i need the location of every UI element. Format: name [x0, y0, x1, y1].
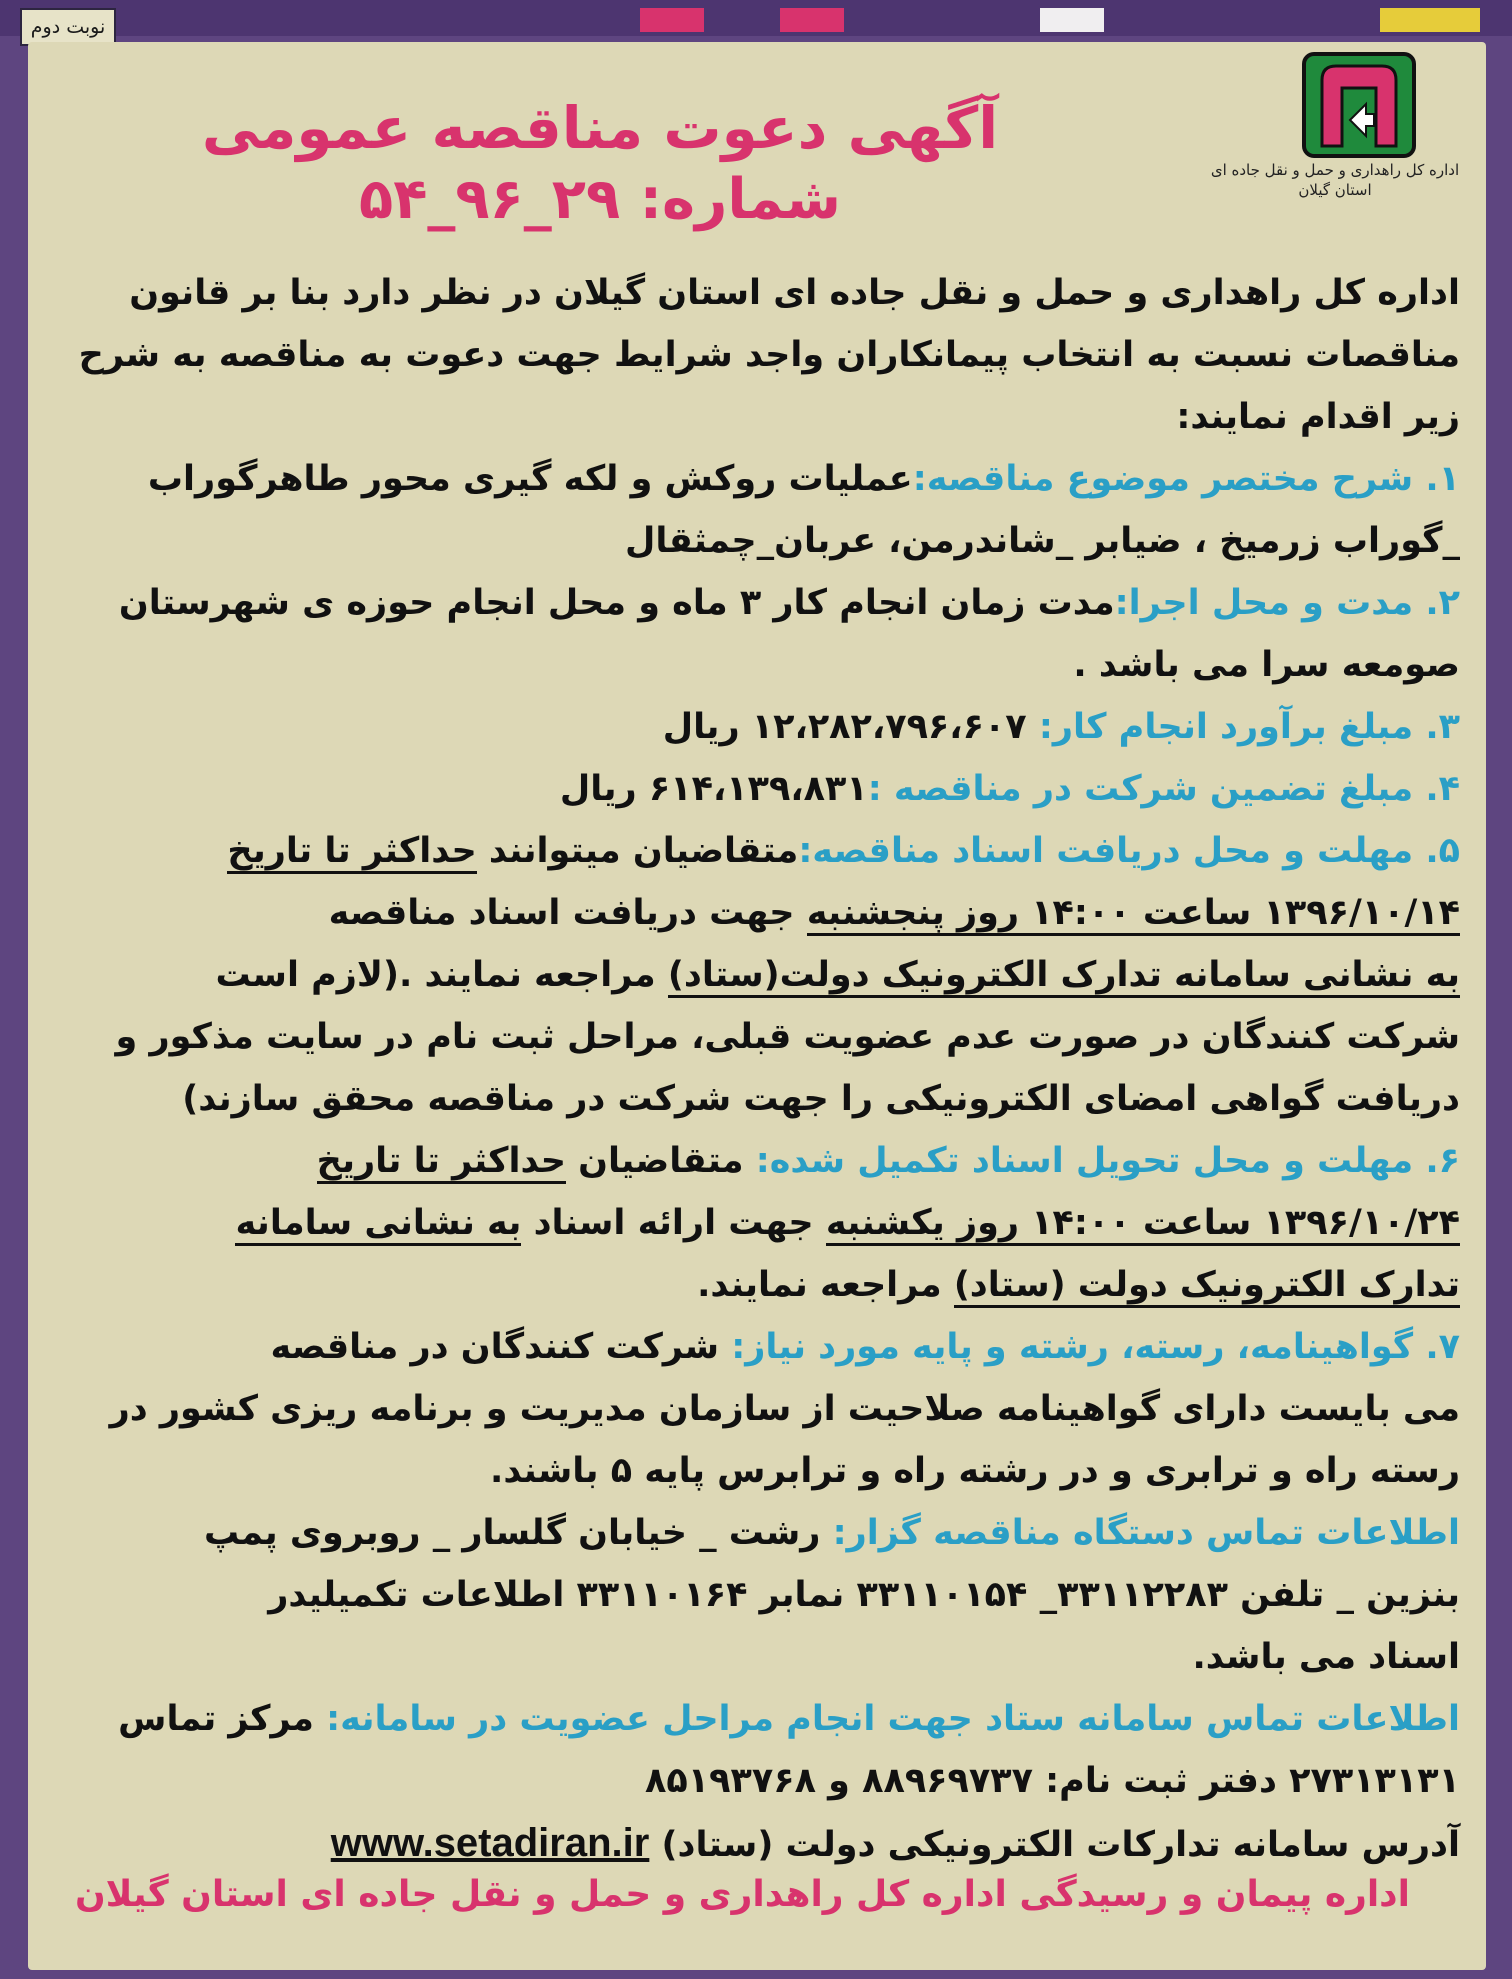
- deadline-label: حداکثر تا تاریخ: [227, 831, 476, 874]
- item-6-cont: [60, 1192, 1460, 1254]
- intro-line: مناقصات نسبت به انتخاب پیمانکاران واجد شرایط جهت دعوت به مناقصه به شرح: [78, 335, 1460, 375]
- item-3: [60, 696, 1460, 758]
- item-heading: ۵. مهلت و محل دریافت اسناد مناقصه:: [798, 831, 1460, 871]
- logo-caption-line: اداره کل راهداری و حمل و نقل جاده ای: [1210, 161, 1460, 179]
- contact-tenderer-cont: بنزین _ تلفن ۳۳۱۱۲۲۸۳_ ۳۳۱۱۰۱۵۴ نمابر ۳۳۱۱۰۱۶۴ اطلاعات تکمیلیدر: [268, 1575, 1460, 1615]
- item-5-cont: [60, 882, 1460, 944]
- notice-title: آگهی دعوت مناقصه عمومی: [201, 94, 999, 162]
- item-heading: ۳. مبلغ برآورد انجام کار:: [1038, 707, 1460, 747]
- item-heading: ۶. مهلت و محل تحویل اسناد تکمیل شده:: [755, 1141, 1460, 1181]
- road-authority-logo-icon: [1300, 50, 1418, 160]
- item-5-cont: شرکت کنندگان در صورت عدم عضویت قبلی، مراحل ثبت نام در سایت مذکور و: [115, 1017, 1460, 1057]
- deadline-label: حداکثر تا تاریخ: [317, 1141, 566, 1184]
- delivery-deadline: ۱۳۹۶/۱۰/۲۴ ساعت ۱۴:۰۰ روز یکشنبه: [826, 1203, 1460, 1246]
- edition-badge: نوبت دوم: [20, 8, 116, 46]
- item-heading: ۱. شرح مختصر موضوع مناقصه:: [912, 459, 1460, 499]
- item-6: [60, 1130, 1460, 1192]
- item-heading: ۷. گواهینامه، رسته، رشته و پایه مورد نیاز:: [731, 1327, 1460, 1367]
- item-5-cont: [60, 944, 1460, 1006]
- contact-setad-cont: ۲۷۳۱۳۱۳۱ دفتر ثبت نام: ۸۸۹۶۹۷۳۷ و ۸۵۱۹۳۷۶۸: [645, 1761, 1460, 1801]
- item-text: مدت زمان انجام کار ۳ ماه و محل انجام حوزه ی شهرستان: [118, 583, 1115, 623]
- item-4: [60, 758, 1460, 820]
- logo-caption-line: استان گیلان: [1298, 181, 1372, 199]
- color-chip: [1040, 8, 1104, 32]
- contact-tenderer-cont: اسناد می باشد.: [1192, 1637, 1460, 1677]
- tender-number: شماره: ۲۹_۹۶_۵۴: [359, 167, 841, 232]
- item-7: [60, 1316, 1460, 1378]
- guarantee-amount: ۶۱۴،۱۳۹،۸۳۱ ریال: [559, 769, 868, 809]
- contact-text: مرکز تماس: [118, 1699, 327, 1739]
- system-address: تدارک الکترونیک دولت (ستاد): [954, 1265, 1460, 1308]
- item-text: جهت دریافت اسناد مناقصه: [328, 893, 807, 933]
- item-text: متقاضیان میتوانند: [476, 831, 799, 871]
- footer-line: اداره پیمان و رسیدگی اداره کل راهداری و حمل و نقل جاده ای استان گیلان: [74, 1874, 1410, 1915]
- receipt-deadline: ۱۳۹۶/۱۰/۱۴ ساعت ۱۴:۰۰ روز پنجشنبه: [807, 893, 1460, 936]
- contact-heading: اطلاعات تماس دستگاه مناقصه گزار:: [832, 1513, 1460, 1553]
- item-heading: ۲. مدت و محل اجرا:: [1114, 583, 1460, 623]
- intro-line: زیر اقدام نمایند:: [1176, 397, 1460, 437]
- estimate-amount: ۱۲،۲۸۲،۷۹۶،۶۰۷ ریال: [662, 707, 1039, 747]
- website-link[interactable]: www.setadiran.ir: [330, 1821, 650, 1865]
- contact-heading: اطلاعات تماس سامانه ستاد جهت انجام مراحل عضویت در سامانه:: [326, 1699, 1460, 1739]
- contact-text: رشت _ خیابان گلسار _ روبروی پمپ: [204, 1513, 833, 1553]
- item-text: مراجعه نمایند .(لازم است: [215, 955, 668, 995]
- color-chip: [640, 8, 704, 32]
- item-5: [60, 820, 1460, 882]
- item-text: عملیات روکش و لکه گیری محور طاهرگوراب: [147, 459, 913, 499]
- color-chip: [1380, 8, 1480, 32]
- item-heading: ۴. مبلغ تضمین شرکت در مناقصه :: [867, 769, 1460, 809]
- item-2: [60, 572, 1460, 634]
- item-6-cont: [60, 1254, 1460, 1316]
- item-7-cont: رسته راه و ترابری و در رشته راه و ترابرس پایه ۵ باشند.: [490, 1451, 1460, 1491]
- item-1-cont: _گوراب زرمیخ ، ضیابر _شاندرمن، عربان_چمثقال: [624, 521, 1460, 561]
- item-2-cont: صومعه سرا می باشد .: [1073, 645, 1460, 685]
- color-chip: [780, 8, 844, 32]
- logo-caption: [1205, 160, 1465, 200]
- contact-setad-cont: [60, 1812, 1460, 1876]
- notice-body: [60, 262, 1460, 1876]
- contact-tenderer: [60, 1502, 1460, 1564]
- top-strip: [0, 0, 1512, 36]
- item-1: [60, 448, 1460, 510]
- item-text: جهت ارائه اسناد: [521, 1203, 826, 1243]
- contact-setad: [60, 1688, 1460, 1750]
- item-text: مراجعه نمایند.: [697, 1265, 954, 1305]
- item-text: متقاضیان: [565, 1141, 756, 1181]
- item-text: شرکت کنندگان در مناقصه: [270, 1327, 732, 1367]
- system-address: به نشانی سامانه تدارک الکترونیک دولت(ستاد): [668, 955, 1460, 998]
- system-address: به نشانی سامانه: [235, 1203, 521, 1246]
- item-7-cont: می بایست دارای گواهینامه صلاحیت از سازمان مدیریت و برنامه ریزی کشور در: [109, 1389, 1460, 1429]
- item-5-cont: دریافت گواهی امضای الکترونیکی را جهت شرکت در مناقصه محقق سازند): [182, 1079, 1460, 1119]
- intro-line: اداره کل راهداری و حمل و نقل جاده ای استان گیلان در نظر دارد بنا بر قانون: [129, 273, 1460, 313]
- contact-text: آدرس سامانه تدارکات الکترونیکی دولت (ستاد): [661, 1825, 1460, 1865]
